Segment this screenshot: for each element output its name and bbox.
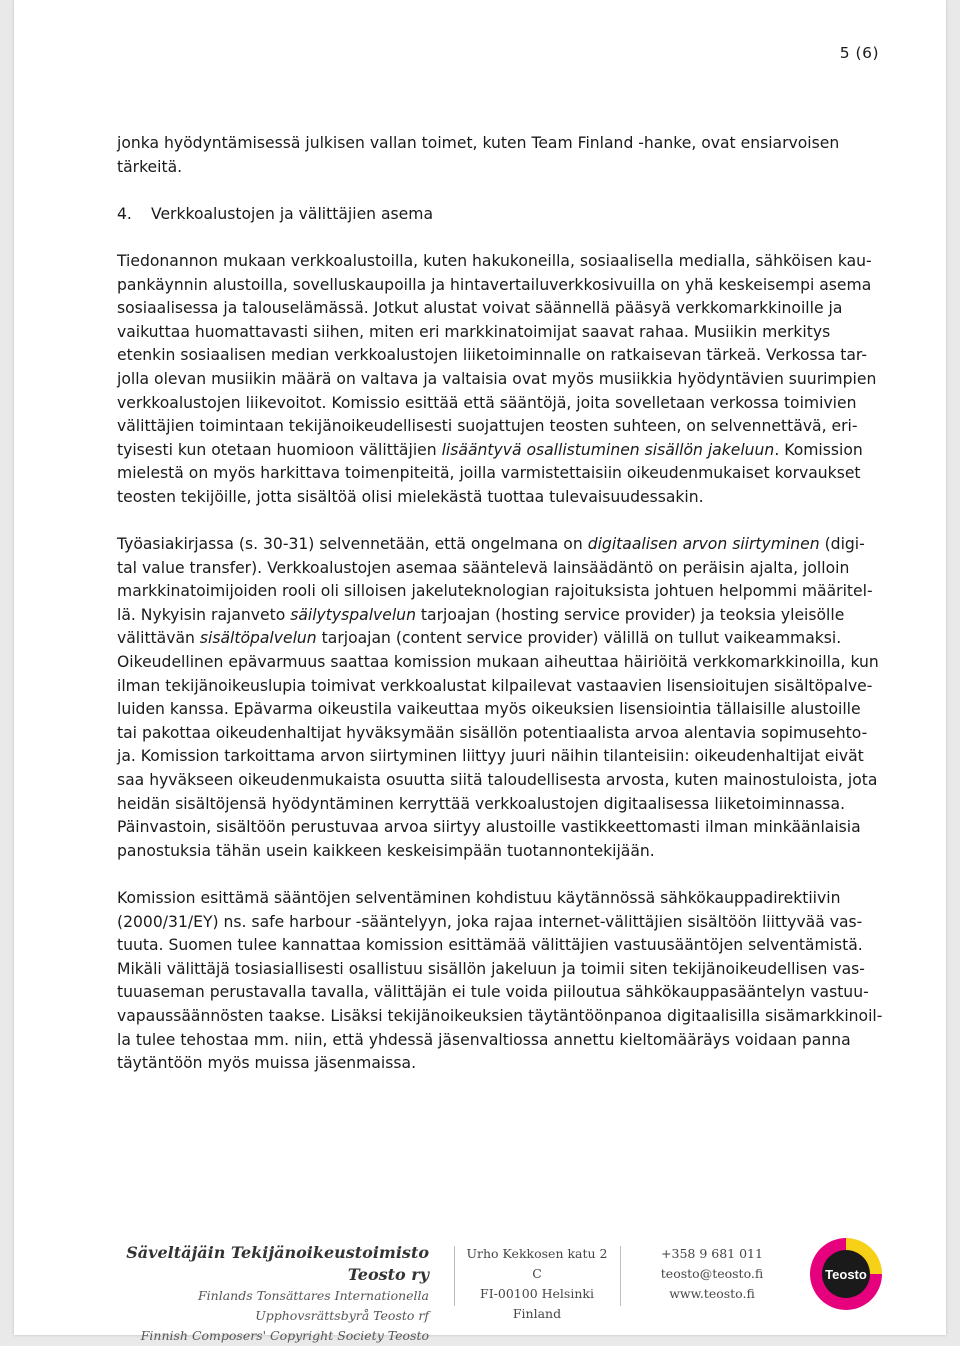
text-line: etenkin sosiaalisen median verkkoalustojen liiketoiminnalle on ratkaisevan tärkeä. Verkossa tar- [117,346,867,365]
text-line: luiden kanssa. Epävarma oikeustila vaikeuttaa myös oikeuksien lisensiointia tällaisille alustoille [117,700,861,719]
text-line: tyisesti kun otetaan huomioon välittäjien [117,440,442,459]
paragraph-4 [117,887,897,1076]
paragraph-1 [117,132,897,179]
footer-divider [454,1246,455,1306]
phone-number: +358 9 681 011 [661,1246,763,1261]
text-line: välittävän [117,629,200,648]
text-line: ilman tekijänoikeuslupia toimivat verkkoalustat kilpailevat vastaavien lisensioitujen sisältöpalve- [117,676,873,695]
text-line: panostuksia tähän usein kaikkeen keskeisimpään tuotannontekijään. [117,841,655,860]
text-line: (digi- [819,535,865,554]
text-line: tarjoajan (hosting service provider) ja teoksia yleisölle [415,605,845,624]
org-name-sv: Finlands Tonsättares Internationella Upphovsrättsbyrå Teosto rf [197,1288,429,1323]
section-heading [117,203,897,227]
text-line: Komission esittämä sääntöjen selventäminen kohdistuu käytännössä sähkökauppadirektiivin [117,889,841,907]
email-address[interactable]: teosto@teosto.fi [660,1266,764,1281]
text-line: tai pakottaa oikeudenhaltijat hyväksymään sisällön potentiaalista arvoa alentavia sopimusehto- [117,723,868,742]
emphasis-text: sisältöpalvelun [199,629,317,648]
document-page [14,0,946,1343]
text-line: saa hyväkseen oikeudenmukaista osuutta siitä taloudellisesta arvosta, kuten mainostuloista, jota [117,771,878,790]
organization-names [99,1242,429,1346]
text-line: välittäjien toimintaan tekijänoikeudellisesti suojattujen teosten suhteen, on selvennettävä, eri- [117,417,858,436]
text-line: vaikuttaa huomattavasti siihen, miten eri markkinatoimijat saavat rahaa. Musiikin merkitys [117,322,831,341]
text-line: täytäntöön myös muissa jäsenmaissa. [117,1054,417,1073]
text-line: markkinatoimijoiden rooli oli silloisen jakeluteknologian rajoituksista johtuen helpommi määritel- [117,582,873,601]
text-line: Oikeudellinen epävarmuus saattaa komission mukaan aiheuttaa häiriöitä verkkomarkkinoilla, kun [117,653,879,672]
text-line: ja. Komission tarkoittama arvon siirtyminen liittyy juuri näihin tilanteisiin: oikeudenhaltijat eivät [117,747,864,766]
emphasis-text: säilytyspalvelun [290,605,416,624]
text-line: Mikäli välittäjä tosiasiallisesti osallistuu sisällön jakeluun ja toimii siten tekijänoikeudellisen vas- [117,959,865,978]
text-line: jonka hyödyntämisessä julkisen vallan toimet, kuten Team Finland -hanke, ovat ensiarvoisen [117,134,840,152]
postal-address [462,1244,612,1324]
text-line: tarjoajan (content service provider) välillä on tullut vaikeammaksi. [316,629,842,648]
text-line: teosten tekijöille, jotta sisältöä olisi mielekästä tuottaa tulevaisuudessakin. [117,487,704,506]
text-line: heidän sisältöjensä hyödyntäminen kerryttää verkkoalustojen digitaalisessa liiketoiminnassa. [117,794,846,813]
text-line: lä. Nykyisin rajanveto [117,605,291,624]
text-line: mielestä on myös harkittava toimenpiteitä, joilla varmistettaisiin oikeudenmukaiset korvaukset [117,464,861,483]
page-number: 5 (6) [839,44,879,62]
text-line: la tulee tehostaa mm. niin, että yhdessä jäsenvaltiossa annettu kieltomääräys voidaan panna [117,1030,851,1049]
address-street: Urho Kekkosen katu 2 C [466,1246,608,1281]
text-line: (2000/31/EY) ns. safe harbour -sääntelyyn, joka rajaa internet-välittäjien sisältöön liittyvää vas- [117,912,863,931]
address-country: Finland [512,1306,562,1321]
body-text [117,132,897,1076]
contact-info [632,1244,792,1304]
teosto-logo [808,1236,884,1312]
section-title: Verkkoalustojen ja välittäjien asema [151,204,434,223]
text-line: vapaussäännösten taakse. Lisäksi tekijänoikeuksien täytäntöönpanoa digitaalisilla sisämarkkinoil- [117,1006,883,1025]
org-name-fi: Säveltäjäin Tekijänoikeustoimisto Teosto ry [126,1243,429,1284]
section-number: 4. [117,204,132,223]
text-line: Työasiakirjassa (s. 30-31) selvennetään, että ongelmana on [117,535,588,554]
org-name-en: Finnish Composers' Copyright Society Teosto [140,1328,429,1343]
emphasis-text: digitaalisen arvon siirtyminen [587,535,820,554]
text-line: tärkeitä. [117,157,183,176]
paragraph-3 [117,533,897,863]
text-line: Tiedonannon mukaan verkkoalustoilla, kuten hakukoneilla, sosiaalisella medialla, sähköisen kau- [117,251,872,270]
address-city: FI-00100 Helsinki [480,1286,594,1301]
page-footer [14,1232,946,1343]
text-line: sosiaalisessa ja talouselämässä. Jotkut alustat voivat säännellä pääsyä verkkomarkkinoille ja [117,299,843,318]
text-line: tal value transfer). Verkkoalustojen asemaa sääntelevä lainsäädäntö on peräisin ajalta, jolloin [117,558,850,577]
text-line: verkkoalustojen liikevoitot. Komissio esittää että sääntöjä, joita sovelletaan verkossa toimivien [117,393,857,412]
paragraph-2 [117,250,897,510]
website-link[interactable]: www.teosto.fi [669,1286,755,1301]
text-line: tuuaseman perustavalla tavalla, välittäjän ei tule voida piiloutua sähkökauppasääntelyn vastuu- [117,983,869,1002]
text-line: . Komission [774,440,863,459]
emphasis-text: lisääntyvä osallistuminen sisällön jakeluun [441,440,775,459]
text-line: tuuta. Suomen tulee kannattaa komission esittämää välittäjien vastuusääntöjen selventämistä. [117,936,863,955]
text-line: jolla olevan musiikin määrä on valtava ja valtaisia ovat myös musiikkia hyödyntävien suurimpien [117,369,877,388]
logo-text: Teosto [825,1267,867,1282]
text-line: pankäynnin alustoilla, sovelluskaupoilla ja hintavertailuverkkosivuilla on yhä keskeisempi asema [117,275,872,294]
footer-divider [620,1246,621,1306]
text-line: Päinvastoin, sisältöön perustuvaa arvoa siirtyy alustoille vastikkeettomasti ilman minkäänlaisia [117,818,861,837]
